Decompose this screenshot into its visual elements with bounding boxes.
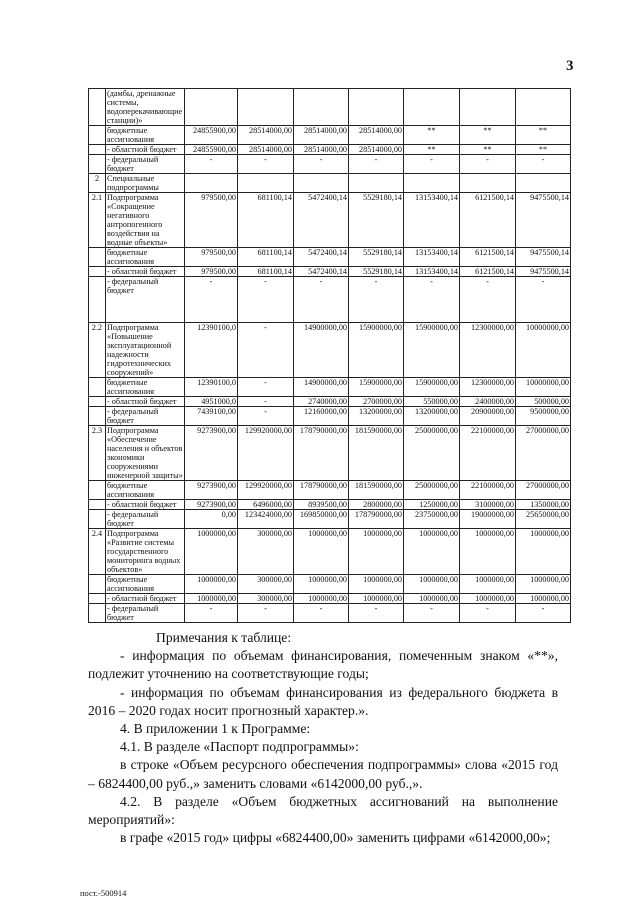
- amendment-item-4-2-text: в графе «2015 год» цифры «6824400,00» заменить цифрами «6142000,00»;: [120, 830, 551, 846]
- value-cell: 15900000,00: [349, 323, 404, 378]
- value-cell: 1000000,00: [349, 529, 404, 575]
- row-label-cell: - федеральный бюджет: [106, 510, 185, 529]
- table-row: [89, 510, 571, 529]
- value-cell: -: [238, 323, 294, 378]
- value-cell: 9475500,14: [516, 193, 571, 248]
- table-row: [89, 126, 571, 145]
- value-cell: -: [238, 155, 294, 174]
- value-cell: 10000000,00: [516, 378, 571, 397]
- table-row: [89, 575, 571, 594]
- value-cell: 28514000,00: [294, 145, 349, 155]
- value-cell: 27000000,00: [516, 426, 571, 481]
- amendment-item-4: 4. В приложении 1 к Программе:: [120, 721, 311, 737]
- table-row: [89, 277, 571, 323]
- row-label-cell: - федеральный бюджет: [106, 277, 185, 323]
- table-row: [89, 267, 571, 277]
- value-cell: 178790000,00: [294, 481, 349, 500]
- value-cell: 28514000,00: [294, 126, 349, 145]
- row-label-cell: бюджетные ассигнования: [106, 248, 185, 267]
- value-cell: -: [238, 277, 294, 323]
- value-cell: 25000000,00: [404, 481, 460, 500]
- value-cell: -: [404, 604, 460, 623]
- value-cell: 9273900,00: [185, 481, 238, 500]
- value-cell: -: [238, 378, 294, 397]
- row-label-cell: - областной бюджет: [106, 397, 185, 407]
- value-cell: 9273900,00: [185, 500, 238, 510]
- table-row: [89, 407, 571, 426]
- value-cell: [294, 174, 349, 193]
- value-cell: 1350000,00: [516, 500, 571, 510]
- value-cell: -: [460, 604, 516, 623]
- value-cell: [349, 174, 404, 193]
- value-cell: -: [349, 604, 404, 623]
- value-cell: [238, 174, 294, 193]
- value-cell: [349, 89, 404, 126]
- value-cell: 300000,00: [238, 529, 294, 575]
- table-row: [89, 378, 571, 397]
- row-number-cell: [89, 155, 106, 174]
- value-cell: 25650000,00: [516, 510, 571, 529]
- value-cell: 12390100,0: [185, 323, 238, 378]
- value-cell: 1000000,00: [185, 594, 238, 604]
- value-cell: [516, 89, 571, 126]
- value-cell: 24855900,00: [185, 126, 238, 145]
- value-cell: 1000000,00: [294, 575, 349, 594]
- value-cell: 13200000,00: [349, 407, 404, 426]
- value-cell: 979500,00: [185, 248, 238, 267]
- value-cell: [516, 174, 571, 193]
- table-row: [89, 397, 571, 407]
- row-label-cell: - областной бюджет: [106, 145, 185, 155]
- value-cell: -: [294, 604, 349, 623]
- value-cell: 681100,14: [238, 248, 294, 267]
- value-cell: -: [516, 604, 571, 623]
- value-cell: 169850000,00: [294, 510, 349, 529]
- table-row: [89, 174, 571, 193]
- value-cell: 1000000,00: [185, 575, 238, 594]
- value-cell: -: [349, 277, 404, 323]
- table-row: [89, 604, 571, 623]
- value-cell: 28514000,00: [349, 145, 404, 155]
- value-cell: 24855900,00: [185, 145, 238, 155]
- value-cell: **: [516, 126, 571, 145]
- value-cell: **: [460, 126, 516, 145]
- value-cell: -: [238, 604, 294, 623]
- value-cell: 19000000,00: [460, 510, 516, 529]
- value-cell: 3100000,00: [460, 500, 516, 510]
- row-number-cell: 2.4: [89, 529, 106, 575]
- value-cell: 1000000,00: [404, 594, 460, 604]
- row-label-cell: Специальные подпрограммы: [106, 174, 185, 193]
- table-row: [89, 145, 571, 155]
- value-cell: 8939500,00: [294, 500, 349, 510]
- value-cell: -: [516, 155, 571, 174]
- row-number-cell: [89, 277, 106, 323]
- value-cell: 5529180,14: [349, 193, 404, 248]
- value-cell: 9475500,14: [516, 267, 571, 277]
- row-number-cell: [89, 575, 106, 594]
- amendment-item-4-2: 4.2. В разделе «Объем бюджетных ассигнований на выполнение мероприятий»:: [88, 793, 558, 828]
- value-cell: 14900000,00: [294, 323, 349, 378]
- row-number-cell: 2.3: [89, 426, 106, 481]
- value-cell: 0,00: [185, 510, 238, 529]
- row-number-cell: [89, 126, 106, 145]
- value-cell: 13153400,14: [404, 248, 460, 267]
- value-cell: 2740000,00: [294, 397, 349, 407]
- value-cell: 15900000,00: [349, 378, 404, 397]
- table-row: [89, 426, 571, 481]
- financing-table: [88, 88, 571, 623]
- value-cell: 1000000,00: [185, 529, 238, 575]
- value-cell: 12390100,0: [185, 378, 238, 397]
- value-cell: -: [294, 277, 349, 323]
- value-cell: 979500,00: [185, 267, 238, 277]
- amendment-item-4-1-text: в строке «Объем ресурсного обеспечения подпрограммы» слова «2015 год – 6824400,00 руб.,» заменить словами «6142000,00 руб.,».: [88, 757, 558, 791]
- row-label-cell: Подпрограмма «Повышение эксплуатационной надежности гидротехнических сооружений»: [106, 323, 185, 378]
- value-cell: 500000,00: [516, 397, 571, 407]
- value-cell: 15900000,00: [404, 323, 460, 378]
- value-cell: 28514000,00: [238, 126, 294, 145]
- value-cell: [238, 89, 294, 126]
- row-number-cell: [89, 604, 106, 623]
- note-paragraph-1: - информация по объемам финансирования, помеченным знаком «**», подлежит уточнению на соответствующие годы;: [88, 648, 558, 682]
- value-cell: 5472400,14: [294, 248, 349, 267]
- value-cell: 13153400,14: [404, 267, 460, 277]
- value-cell: 13200000,00: [404, 407, 460, 426]
- row-number-cell: [89, 248, 106, 267]
- row-number-cell: [89, 407, 106, 426]
- notes-section: [88, 629, 558, 847]
- value-cell: 28514000,00: [349, 126, 404, 145]
- value-cell: 129920000,00: [238, 481, 294, 500]
- value-cell: **: [404, 145, 460, 155]
- value-cell: 1000000,00: [460, 575, 516, 594]
- value-cell: [460, 174, 516, 193]
- value-cell: [185, 89, 238, 126]
- value-cell: -: [460, 277, 516, 323]
- row-label-cell: - федеральный бюджет: [106, 604, 185, 623]
- value-cell: 2700000,00: [349, 397, 404, 407]
- value-cell: -: [516, 277, 571, 323]
- value-cell: 6121500,14: [460, 267, 516, 277]
- value-cell: 6121500,14: [460, 193, 516, 248]
- row-number-cell: 2: [89, 174, 106, 193]
- value-cell: 979500,00: [185, 193, 238, 248]
- value-cell: 28514000,00: [238, 145, 294, 155]
- row-number-cell: 2.2: [89, 323, 106, 378]
- value-cell: 15900000,00: [404, 378, 460, 397]
- row-label-cell: бюджетные ассигнования: [106, 126, 185, 145]
- value-cell: 22100000,00: [460, 481, 516, 500]
- value-cell: -: [404, 155, 460, 174]
- table-row: [89, 89, 571, 126]
- value-cell: **: [460, 145, 516, 155]
- value-cell: 22100000,00: [460, 426, 516, 481]
- row-label-cell: - областной бюджет: [106, 594, 185, 604]
- row-number-cell: [89, 267, 106, 277]
- value-cell: 681100,14: [238, 193, 294, 248]
- value-cell: 181590000,00: [349, 426, 404, 481]
- value-cell: -: [404, 277, 460, 323]
- value-cell: 1000000,00: [404, 529, 460, 575]
- value-cell: 9500000,00: [516, 407, 571, 426]
- value-cell: [404, 174, 460, 193]
- row-number-cell: [89, 378, 106, 397]
- value-cell: 23750000,00: [404, 510, 460, 529]
- row-label-cell: - федеральный бюджет: [106, 407, 185, 426]
- value-cell: -: [185, 604, 238, 623]
- value-cell: 2400000,00: [460, 397, 516, 407]
- table-row: [89, 193, 571, 248]
- value-cell: -: [349, 155, 404, 174]
- row-number-cell: [89, 500, 106, 510]
- row-label-cell: - областной бюджет: [106, 500, 185, 510]
- value-cell: 14900000,00: [294, 378, 349, 397]
- value-cell: 12300000,00: [460, 378, 516, 397]
- value-cell: 5529180,14: [349, 248, 404, 267]
- value-cell: -: [185, 277, 238, 323]
- table-row: [89, 155, 571, 174]
- row-number-cell: [89, 397, 106, 407]
- value-cell: 6496000,00: [238, 500, 294, 510]
- amendment-item-4-1: 4.1. В разделе «Паспорт подпрограммы»:: [120, 739, 359, 755]
- notes-heading: Примечания к таблице:: [156, 630, 292, 645]
- value-cell: 2800000,00: [349, 500, 404, 510]
- value-cell: -: [460, 155, 516, 174]
- value-cell: -: [238, 407, 294, 426]
- row-label-cell: Подпрограмма «Развитие системы государственного мониторинга водных объектов»: [106, 529, 185, 575]
- value-cell: 300000,00: [238, 594, 294, 604]
- value-cell: [404, 89, 460, 126]
- row-number-cell: [89, 145, 106, 155]
- value-cell: 681100,14: [238, 267, 294, 277]
- value-cell: 13153400,14: [404, 193, 460, 248]
- row-label-cell: бюджетные ассигнования: [106, 378, 185, 397]
- value-cell: 300000,00: [238, 575, 294, 594]
- row-number-cell: 2.1: [89, 193, 106, 248]
- value-cell: 1000000,00: [349, 575, 404, 594]
- value-cell: 20900000,00: [460, 407, 516, 426]
- value-cell: 12160000,00: [294, 407, 349, 426]
- value-cell: 178790000,00: [294, 426, 349, 481]
- value-cell: **: [404, 126, 460, 145]
- value-cell: 12300000,00: [460, 323, 516, 378]
- row-label-cell: - федеральный бюджет: [106, 155, 185, 174]
- row-label-cell: (дамбы, дренажные системы, водоперекачивающие станции)»: [106, 89, 185, 126]
- value-cell: 1000000,00: [516, 594, 571, 604]
- table-row: [89, 481, 571, 500]
- table-row: [89, 594, 571, 604]
- value-cell: 1000000,00: [404, 575, 460, 594]
- row-label-cell: бюджетные ассигнования: [106, 575, 185, 594]
- value-cell: **: [516, 145, 571, 155]
- value-cell: -: [294, 155, 349, 174]
- value-cell: [185, 174, 238, 193]
- value-cell: 5529180,14: [349, 267, 404, 277]
- value-cell: 9273900,00: [185, 426, 238, 481]
- value-cell: 7439100,00: [185, 407, 238, 426]
- table-row: [89, 323, 571, 378]
- value-cell: 1250000,00: [404, 500, 460, 510]
- value-cell: 27000000,00: [516, 481, 571, 500]
- page-number: 3: [566, 58, 574, 74]
- value-cell: 6121500,14: [460, 248, 516, 267]
- value-cell: 9475500,14: [516, 248, 571, 267]
- row-number-cell: [89, 481, 106, 500]
- value-cell: 4951000,0: [185, 397, 238, 407]
- row-label-cell: - областной бюджет: [106, 267, 185, 277]
- row-number-cell: [89, 510, 106, 529]
- row-label-cell: Подпрограмма «Сокращение негативного антропогенного воздействия на водные объекты»: [106, 193, 185, 248]
- value-cell: 1000000,00: [460, 594, 516, 604]
- note-paragraph-2: - информация по объемам финансирования из федерального бюджета в 2016 – 2020 годах носит прогнозный характер.».: [88, 684, 558, 718]
- value-cell: 25000000,00: [404, 426, 460, 481]
- value-cell: 1000000,00: [516, 575, 571, 594]
- table-row: [89, 248, 571, 267]
- value-cell: 1000000,00: [294, 529, 349, 575]
- value-cell: -: [238, 397, 294, 407]
- row-number-cell: [89, 89, 106, 126]
- value-cell: 10000000,00: [516, 323, 571, 378]
- row-label-cell: Подпрограмма «Обеспечение населения и объектов экономики сооружениями инженерной защиты»: [107, 426, 183, 480]
- value-cell: 5472400,14: [294, 193, 349, 248]
- value-cell: 178790000,00: [349, 510, 404, 529]
- value-cell: 123424000,00: [238, 510, 294, 529]
- value-cell: 1000000,00: [516, 529, 571, 575]
- value-cell: 5472400,14: [294, 267, 349, 277]
- table-row: [89, 529, 571, 575]
- row-number-cell: [89, 594, 106, 604]
- value-cell: [294, 89, 349, 126]
- value-cell: 1000000,00: [460, 529, 516, 575]
- table-row: [89, 500, 571, 510]
- value-cell: 181590000,00: [349, 481, 404, 500]
- footer-code: пост.-500914: [80, 888, 127, 898]
- value-cell: 1000000,00: [294, 594, 349, 604]
- value-cell: 550000,00: [404, 397, 460, 407]
- row-label-cell: бюджетные ассигнования: [106, 481, 185, 500]
- value-cell: 129920000,00: [238, 426, 294, 481]
- value-cell: [460, 89, 516, 126]
- value-cell: 1000000,00: [349, 594, 404, 604]
- value-cell: -: [185, 155, 238, 174]
